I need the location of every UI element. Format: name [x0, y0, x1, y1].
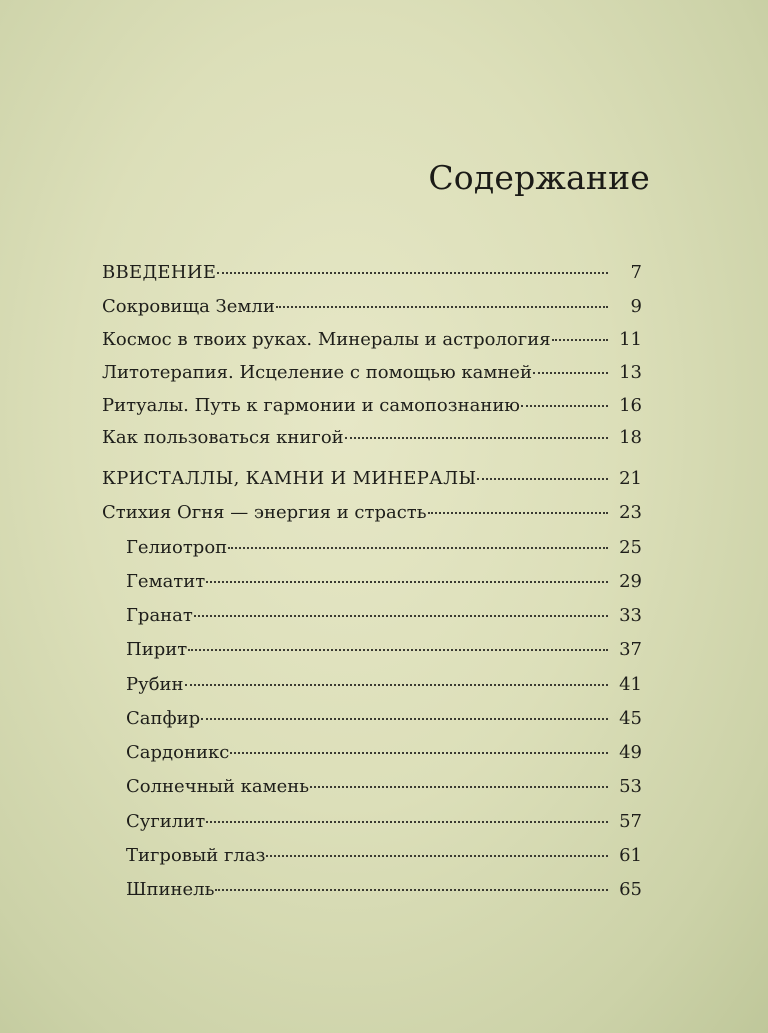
toc-entry-label: Солнечный камень [126, 776, 310, 797]
dot-leader [266, 855, 608, 857]
toc-subentry[interactable] [126, 776, 642, 798]
toc-entry-page: 41 [619, 674, 642, 695]
toc-entry-label: ВВЕДЕНИЕ [102, 262, 217, 283]
toc-entry-page: 7 [630, 262, 642, 283]
dot-leader [215, 889, 608, 891]
dot-leader [228, 547, 608, 549]
toc-entry-label: Гелиотроп [126, 537, 228, 558]
toc-entry-label: Как пользоваться книгой [102, 427, 344, 448]
dot-leader [477, 478, 608, 480]
toc-entry-page: 45 [619, 708, 642, 729]
dot-leader [206, 581, 608, 583]
toc-entry-page: 49 [619, 742, 642, 763]
dot-leader [428, 512, 608, 514]
dot-leader [533, 372, 608, 374]
dot-leader [230, 752, 608, 754]
toc-entry-label: Гранат [126, 605, 193, 626]
toc-subentry[interactable] [126, 674, 642, 696]
toc-subentry[interactable] [126, 708, 642, 730]
toc-entry-label: Шпинель [126, 879, 215, 900]
toc-entry-label: Сардоникс [126, 742, 230, 763]
dot-leader [188, 649, 608, 651]
dot-leader [310, 786, 608, 788]
toc-entry-page: 61 [619, 845, 642, 866]
toc-subentry[interactable] [126, 639, 642, 661]
toc-entry[interactable] [102, 427, 642, 449]
toc-entry-page: 23 [619, 502, 642, 523]
toc-entry-label: Гематит [126, 571, 206, 592]
toc-entry-page: 29 [619, 571, 642, 592]
dot-leader [201, 718, 608, 720]
toc-entry-label: Космос в твоих руках. Минералы и астрология [102, 329, 551, 350]
toc-subentry[interactable] [126, 879, 642, 901]
toc-subentry[interactable] [126, 537, 642, 559]
toc-entry-page: 25 [619, 537, 642, 558]
page-title: Содержание [428, 158, 650, 197]
toc-entry-label: Сугилит [126, 811, 206, 832]
toc-entry-label: Рубин [126, 674, 184, 695]
toc-entry[interactable] [102, 262, 642, 284]
dot-leader [521, 405, 608, 407]
toc-entry[interactable] [102, 502, 642, 524]
toc-entry-label: Пирит [126, 639, 188, 660]
toc-entry-label: Ритуалы. Путь к гармонии и самопознанию [102, 395, 520, 416]
dot-leader [276, 306, 608, 308]
toc-entry-page: 13 [619, 362, 642, 383]
toc-entry[interactable] [102, 296, 642, 318]
toc-entry[interactable] [102, 362, 642, 384]
toc-entry[interactable] [102, 395, 642, 417]
toc-entry-page: 11 [619, 329, 642, 350]
toc-entry-label: КРИСТАЛЛЫ, КАМНИ И МИНЕРАЛЫ [102, 468, 477, 489]
toc-entry-label: Литотерапия. Исцеление с помощью камней [102, 362, 532, 383]
dot-leader [194, 615, 608, 617]
dot-leader [206, 821, 608, 823]
toc-subentry[interactable] [126, 742, 642, 764]
toc-subentry[interactable] [126, 571, 642, 593]
toc-entry-page: 33 [619, 605, 642, 626]
toc-subentry[interactable] [126, 811, 642, 833]
toc-entry[interactable] [102, 329, 642, 351]
dot-leader [217, 272, 608, 274]
toc-entry-label: Сапфир [126, 708, 201, 729]
toc-entry-label: Сокровища Земли [102, 296, 275, 317]
dot-leader [552, 339, 608, 341]
dot-leader [185, 684, 608, 686]
toc-entry[interactable] [102, 468, 642, 490]
toc-entry-page: 21 [619, 468, 642, 489]
toc-entry-label: Стихия Огня — энергия и страсть [102, 502, 427, 523]
dot-leader [345, 437, 608, 439]
toc-entry-page: 65 [619, 879, 642, 900]
toc-entry-label: Тигровый глаз [126, 845, 266, 866]
toc-subentry[interactable] [126, 845, 642, 867]
toc-entry-page: 53 [619, 776, 642, 797]
toc-entry-page: 18 [619, 427, 642, 448]
toc-entry-page: 37 [619, 639, 642, 660]
toc-subentry[interactable] [126, 605, 642, 627]
toc-entry-page: 57 [619, 811, 642, 832]
toc-entry-page: 9 [630, 296, 642, 317]
toc-entry-page: 16 [619, 395, 642, 416]
